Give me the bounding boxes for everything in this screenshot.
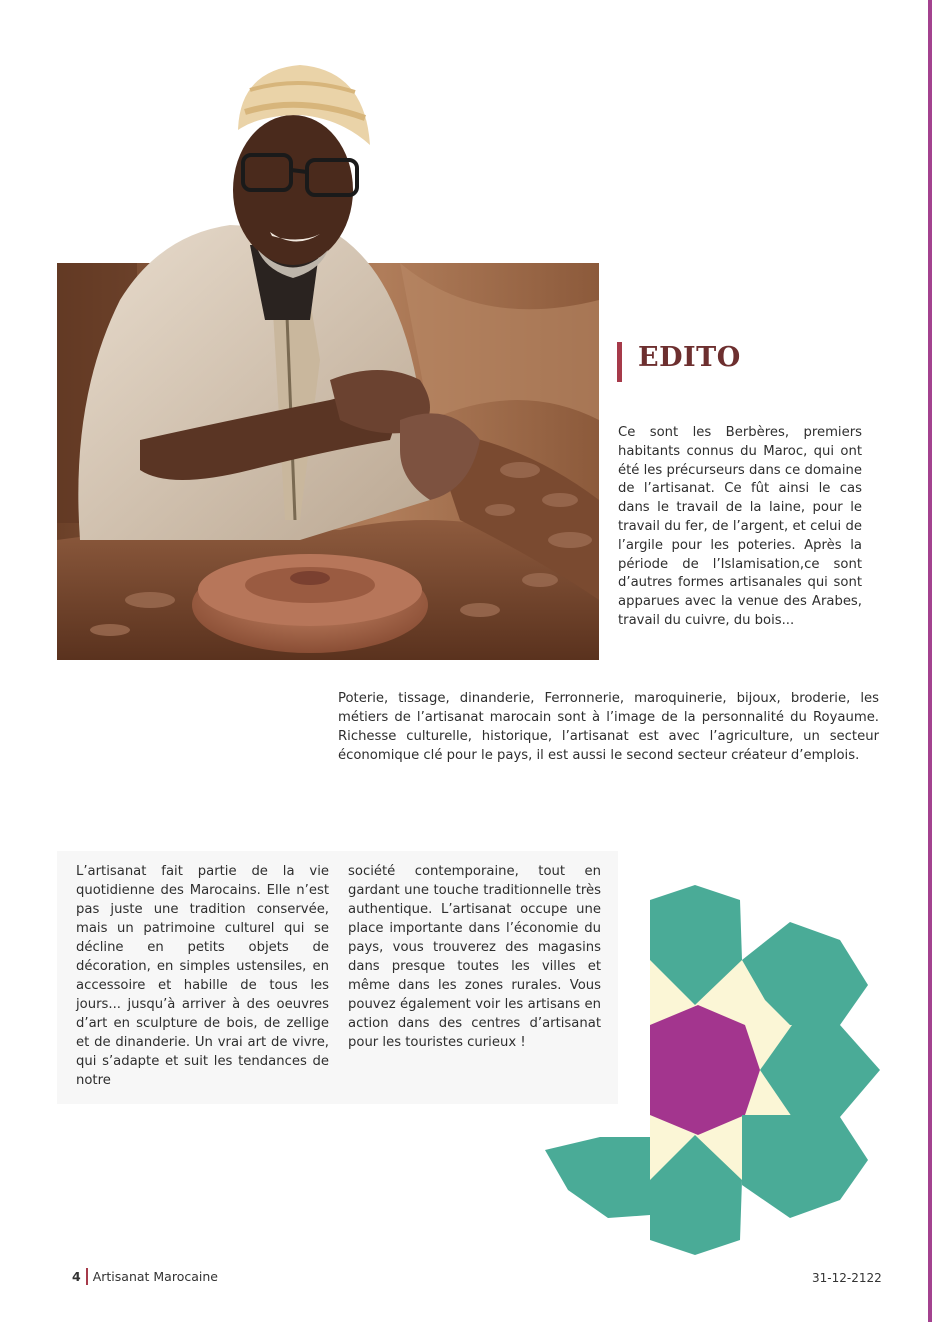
column-left-paragraph: L’artisanat fait partie de la vie quotidienne des Marocains. Elle n’est pas juste une tradition conservée, mais un patrimoine culturel qui se décline en petits objets de décoration, en simples ustensiles, en accessoire et habille de tous les jours... jusqu’à arriver à des oeuvres d’art en sculpture de bois, de zellige et de dinanderie. Un vrai art de vivre, qui s’adapte et suit les tendances de notre (76, 864, 329, 1088)
moroccan-zellige-pattern (540, 880, 885, 1255)
footer (72, 1268, 218, 1285)
column-right-paragraph: société contemporaine, tout en gardant une touche traditionnelle très authentique. L’artisanat occupe une place importante dans l’économie du pays, vous trouverez des magasins dans presque toutes les villes et même dans les zones rurales. Vous pouvez également voir les artisans en action dans des centres d’artisanat pour les touristes curieux ! (348, 864, 601, 1050)
footer-date: 31-12-2122 (812, 1271, 882, 1285)
intro-paragraph: Poterie, tissage, dinanderie, Ferronnerie, maroquinerie, bijoux, broderie, les métiers de l’artisanat marocain sont à l’image de la personnalité du Royaume. Richesse culturelle, historique, l’artisanat est avec l’agriculture, un secteur économique clé pour le pays, il est aussi le second secteur créateur d’emplois. (338, 691, 879, 763)
edito-paragraph: Ce sont les Berbères, premiers habitants connus du Maroc, qui ont été les précurseurs dans ce domaine de l’artisanat. Ce fût ainsi le cas dans le travail de la laine, pour le travail du fer, de l’argent, et celui de l’argile pour les poteries. Après la période de l’Islamisation,ce sont d’autres formes artisanales qui sont apparues avec la venue des Arabes, travail du cuivre, du bois... (618, 425, 862, 628)
footer-divider (86, 1268, 88, 1285)
edito-title: EDITO (638, 342, 741, 373)
page-number: 4 (72, 1269, 81, 1284)
edito-title-bar (617, 342, 622, 382)
publication-name: Artisanat Marocaine (92, 1269, 218, 1284)
